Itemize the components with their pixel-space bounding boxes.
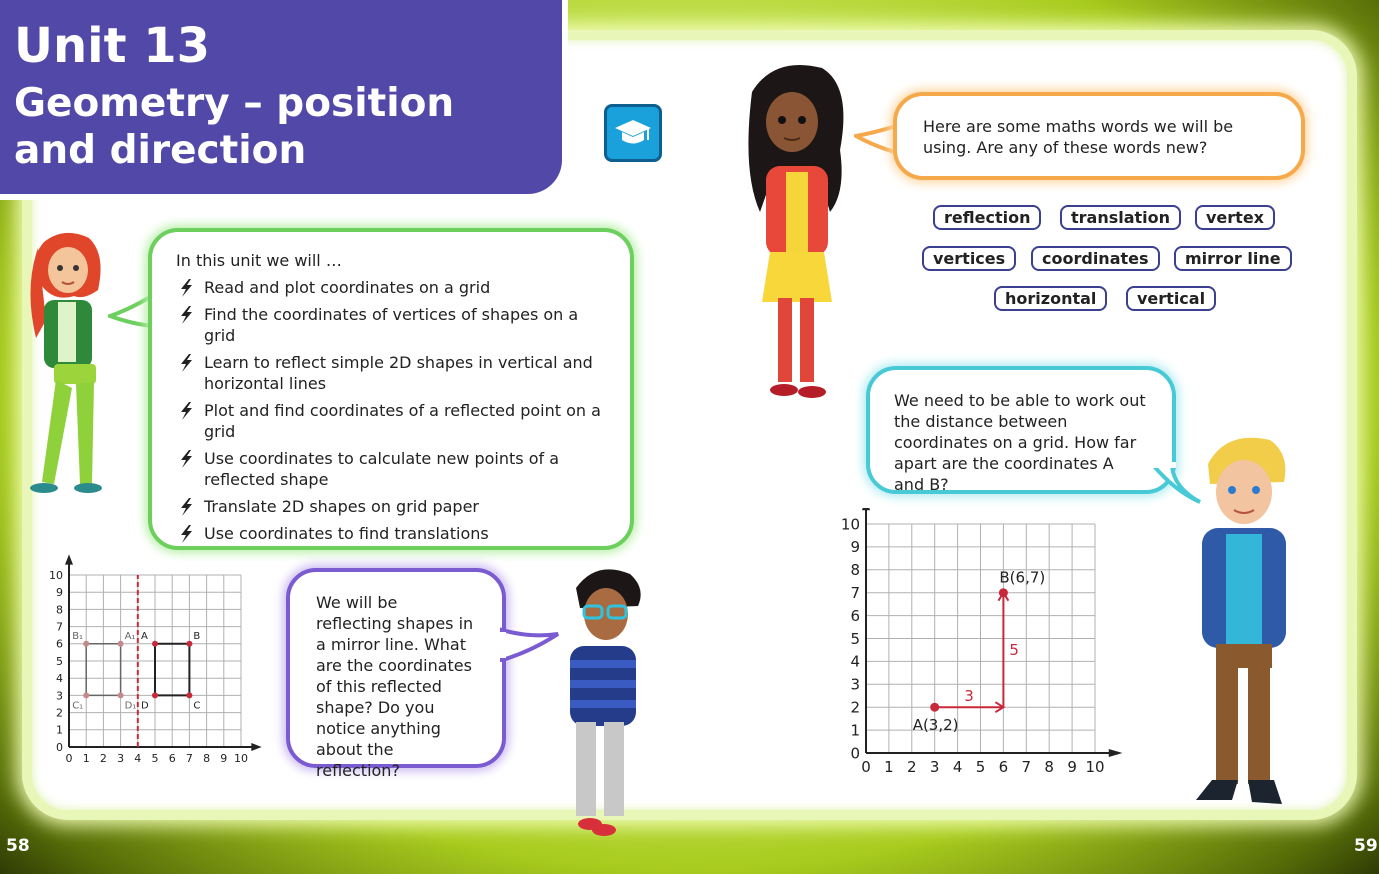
- x-tick-label: 8: [203, 752, 211, 765]
- boy-glasses-character: [560, 566, 650, 838]
- objectives-bubble: [148, 228, 634, 550]
- coordinate-point: [930, 703, 939, 712]
- coordinate-label: A(3,2): [912, 716, 959, 735]
- x-tick-label: 4: [952, 758, 963, 776]
- vertex-point: [186, 692, 192, 698]
- x-tick-label: 9: [1067, 758, 1077, 776]
- y-tick-label: 1: [850, 721, 860, 740]
- bubble-tail-purple: [500, 626, 560, 662]
- vertex-point: [83, 641, 89, 647]
- reflection-text: We will be reflecting shapes in a mirror line. What are the coordinates of this reflected shape? Do you notice anything about the reflection?: [316, 593, 474, 780]
- y-tick-label: 8: [850, 561, 860, 580]
- vertex-point: [118, 641, 124, 647]
- word-chip: vertical: [1126, 286, 1216, 311]
- x-tick-label: 5: [975, 758, 986, 776]
- distance-grid-chart: [834, 508, 1124, 784]
- objective-item: [176, 277, 606, 298]
- objective-text: Use coordinates to calculate new points of a reflected shape: [204, 449, 560, 489]
- vertex-label: B₁: [72, 630, 84, 642]
- word-chip: coordinates: [1031, 246, 1160, 271]
- objective-item: [176, 304, 606, 346]
- x-tick-label: 0: [861, 758, 871, 776]
- vertex-label: C₁: [72, 700, 84, 712]
- x-tick-label: 2: [99, 752, 107, 765]
- x-tick-label: 10: [234, 752, 248, 765]
- objective-item: [176, 448, 606, 490]
- unit-title-line2: and direction: [14, 128, 307, 173]
- x-tick-label: 6: [998, 758, 1009, 776]
- y-tick-label: 10: [49, 568, 63, 582]
- y-tick-label: 9: [850, 538, 860, 557]
- vertex-point: [152, 692, 158, 698]
- y-tick-label: 10: [840, 515, 860, 534]
- x-tick-label: 2: [907, 758, 917, 776]
- vertex-point: [83, 692, 89, 698]
- lightning-bolt-icon: [178, 402, 194, 420]
- objective-text: Translate 2D shapes on grid paper: [204, 497, 479, 516]
- vertex-label: C: [193, 700, 201, 712]
- x-axis-arrow: [251, 743, 261, 751]
- y-tick-label: 3: [850, 675, 860, 694]
- coordinate-point: [999, 588, 1008, 597]
- y-tick-label: 1: [56, 723, 63, 737]
- y-tick-label: 9: [56, 586, 63, 600]
- objective-text: Learn to reflect simple 2D shapes in vertical and horizontal lines: [204, 353, 593, 393]
- x-tick-label: 1: [884, 758, 894, 776]
- distance-bubble: [866, 366, 1176, 494]
- y-tick-label: 3: [56, 689, 63, 703]
- x-tick-label: 10: [1085, 758, 1105, 776]
- word-chip: vertex: [1195, 205, 1275, 230]
- unit-title-banner: [0, 0, 568, 200]
- y-tick-label: 7: [850, 583, 860, 602]
- unit-title-line1: Geometry – position: [14, 81, 455, 126]
- vertex-label: D₁: [124, 700, 137, 712]
- word-chip: horizontal: [994, 286, 1107, 311]
- distance-label: 3: [964, 687, 974, 706]
- y-tick-label: 8: [56, 603, 63, 617]
- objective-text: Plot and find coordinates of a reflected point on a grid: [204, 401, 601, 441]
- y-tick-label: 0: [850, 744, 860, 763]
- objectives-intro: In this unit we will …: [176, 251, 342, 270]
- lightning-bolt-icon: [178, 279, 194, 297]
- x-tick-label: 8: [1044, 758, 1054, 776]
- unit-number: Unit 13: [14, 18, 211, 74]
- lightning-bolt-icon: [178, 450, 194, 468]
- x-axis-arrow: [1109, 749, 1123, 757]
- maths-words-text: Here are some maths words we will be using. Are any of these words new?: [923, 117, 1234, 157]
- y-tick-label: 4: [850, 652, 860, 671]
- y-tick-label: 0: [56, 740, 63, 754]
- y-tick-label: 5: [56, 654, 63, 668]
- objective-item: [176, 400, 606, 442]
- x-tick-label: 7: [1021, 758, 1032, 776]
- page-number-right: 59: [1354, 836, 1378, 856]
- objective-text: Use coordinates to find translations: [204, 524, 489, 543]
- x-tick-label: 0: [65, 752, 73, 765]
- x-tick-label: 5: [151, 752, 159, 765]
- x-tick-label: 6: [168, 752, 176, 765]
- word-chip: vertices: [922, 246, 1016, 271]
- y-axis-arrow: [65, 554, 73, 564]
- objective-text: Find the coordinates of vertices of shapes on a grid: [204, 305, 579, 345]
- lightning-bolt-icon: [178, 306, 194, 324]
- x-tick-label: 1: [82, 752, 90, 765]
- y-tick-label: 6: [850, 606, 860, 625]
- word-chip: reflection: [933, 205, 1041, 230]
- y-tick-label: 4: [56, 672, 63, 686]
- reflection-grid-chart: [36, 554, 268, 772]
- y-tick-label: 7: [56, 620, 63, 634]
- y-tick-label: 2: [56, 706, 63, 720]
- page-number-left: 58: [6, 836, 30, 856]
- vertex-point: [186, 641, 192, 647]
- distance-label: 5: [1009, 640, 1019, 659]
- y-axis-arrow: [862, 508, 870, 510]
- distance-text: We need to be able to work out the distance between coordinates on a grid. How far apart are the coordinates A and B?: [894, 391, 1146, 494]
- y-tick-label: 6: [56, 637, 63, 651]
- x-tick-label: 7: [185, 752, 193, 765]
- x-tick-label: 4: [134, 752, 142, 765]
- objective-item: [176, 352, 606, 394]
- x-tick-label: 3: [929, 758, 940, 776]
- y-tick-label: 5: [850, 629, 860, 648]
- vertex-label: D: [141, 700, 149, 712]
- vertex-point: [118, 692, 124, 698]
- objective-item: [176, 523, 606, 544]
- coordinate-label: B(6,7): [999, 568, 1046, 587]
- vertex-point: [152, 641, 158, 647]
- x-tick-label: 3: [117, 752, 125, 765]
- girl-curly-hair-character: [734, 62, 858, 406]
- boy-blonde-character: [1186, 434, 1302, 810]
- vertex-label: A₁: [124, 630, 136, 642]
- lightning-bolt-icon: [178, 498, 194, 516]
- objectives-list: [176, 277, 606, 544]
- vertex-label: B: [193, 630, 201, 642]
- girl-red-hair-character: [14, 228, 114, 496]
- maths-words-bubble: [893, 92, 1305, 180]
- x-tick-label: 9: [220, 752, 228, 765]
- word-chip: translation: [1060, 205, 1181, 230]
- objective-text: Read and plot coordinates on a grid: [204, 278, 491, 297]
- word-chip: mirror line: [1174, 246, 1292, 271]
- graduation-cap-icon[interactable]: [604, 104, 662, 162]
- vertex-label: A: [141, 630, 148, 642]
- y-tick-label: 2: [850, 698, 860, 717]
- reflection-bubble: [286, 568, 506, 780]
- lightning-bolt-icon: [178, 525, 194, 543]
- lightning-bolt-icon: [178, 354, 194, 372]
- objective-item: [176, 496, 606, 517]
